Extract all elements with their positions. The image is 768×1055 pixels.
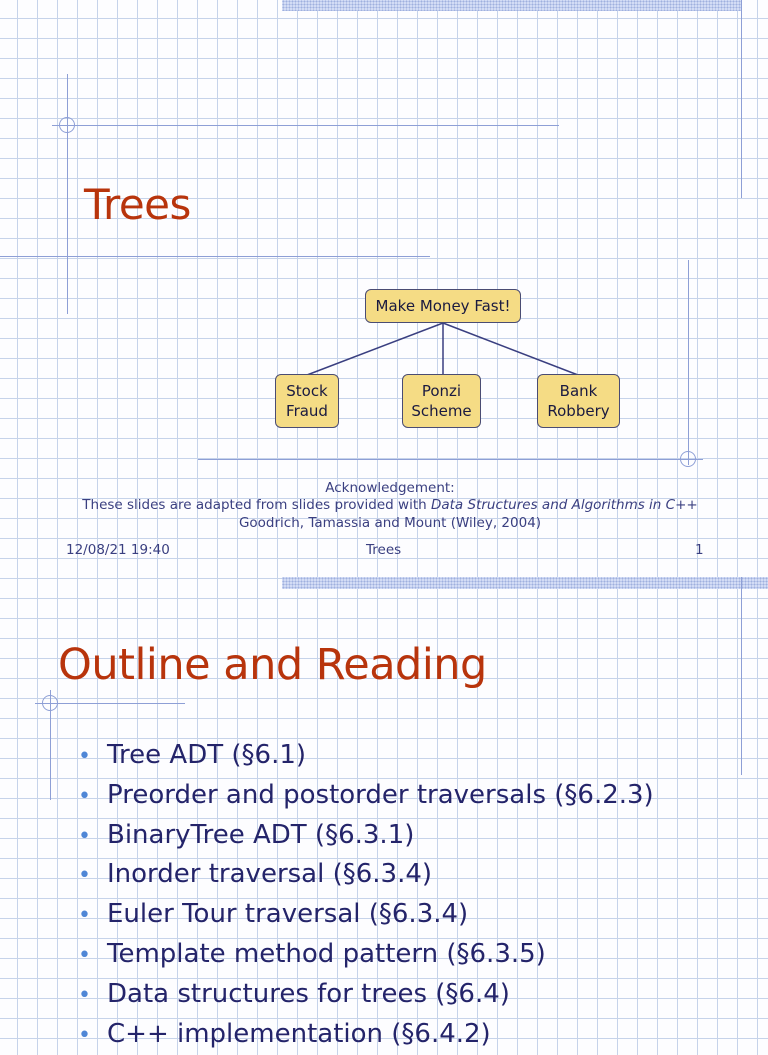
bullet-dot: •: [78, 903, 91, 929]
list-item-text: Euler Tour traversal (§6.3.4): [107, 899, 469, 930]
list-item-text: Tree ADT (§6.1): [107, 740, 307, 770]
list-item: [78, 855, 654, 895]
bullet-dot: •: [78, 942, 91, 968]
list-item: [78, 816, 654, 856]
list-item: [78, 935, 654, 975]
slide-divider-band: [282, 577, 768, 589]
slide2-corner-ring: [42, 695, 58, 711]
list-item: [78, 895, 654, 935]
footer-page-number: 1: [695, 542, 704, 558]
footer-date: 12/08/21 19:40: [66, 542, 170, 558]
tree-child-node: Ponzi Scheme: [402, 374, 481, 428]
bullet-dot: •: [78, 823, 91, 849]
footer-title: Trees: [366, 542, 402, 558]
bullet-dot: •: [78, 982, 91, 1008]
list-item: [78, 1015, 654, 1055]
tree-child-node: Bank Robbery: [537, 374, 620, 428]
slide2-title: Outline and Reading: [58, 640, 487, 690]
tree-child-node: Stock Fraud: [275, 374, 339, 428]
slide2-right-edge-line: [741, 577, 742, 775]
acknowledgement-heading: Acknowledgement:: [325, 480, 455, 496]
list-item-text: Data structures for trees (§6.4): [107, 978, 510, 1009]
acknowledgement-line1: [60, 496, 720, 514]
list-item-text: Inorder traversal (§6.3.4): [107, 859, 433, 890]
slide-title: Trees: [84, 180, 191, 229]
list-item: [78, 736, 654, 776]
list-item: [78, 776, 654, 816]
list-item: [78, 975, 654, 1015]
list-item-text: Template method pattern (§6.3.5): [107, 938, 546, 969]
bullet-dot: •: [78, 863, 91, 889]
bullet-dot: •: [78, 783, 91, 809]
book-title: Data Structures and Algorithms in C++: [430, 497, 698, 513]
outline-list: [78, 736, 654, 1054]
list-item-text: BinaryTree ADT (§6.3.1): [107, 819, 415, 850]
bullet-dot: •: [78, 1022, 91, 1048]
tree-root-node: Make Money Fast!: [365, 289, 521, 323]
acknowledgement-prefix: These slides are adapted from slides provided with: [82, 497, 431, 513]
bullet-dot: •: [78, 744, 91, 769]
list-item-text: C++ implementation (§6.4.2): [107, 1018, 491, 1049]
list-item-text: Preorder and postorder traversals (§6.2.3): [107, 779, 654, 810]
acknowledgement-line2: Goodrich, Tamassia and Mount (Wiley, 2004): [238, 515, 542, 531]
